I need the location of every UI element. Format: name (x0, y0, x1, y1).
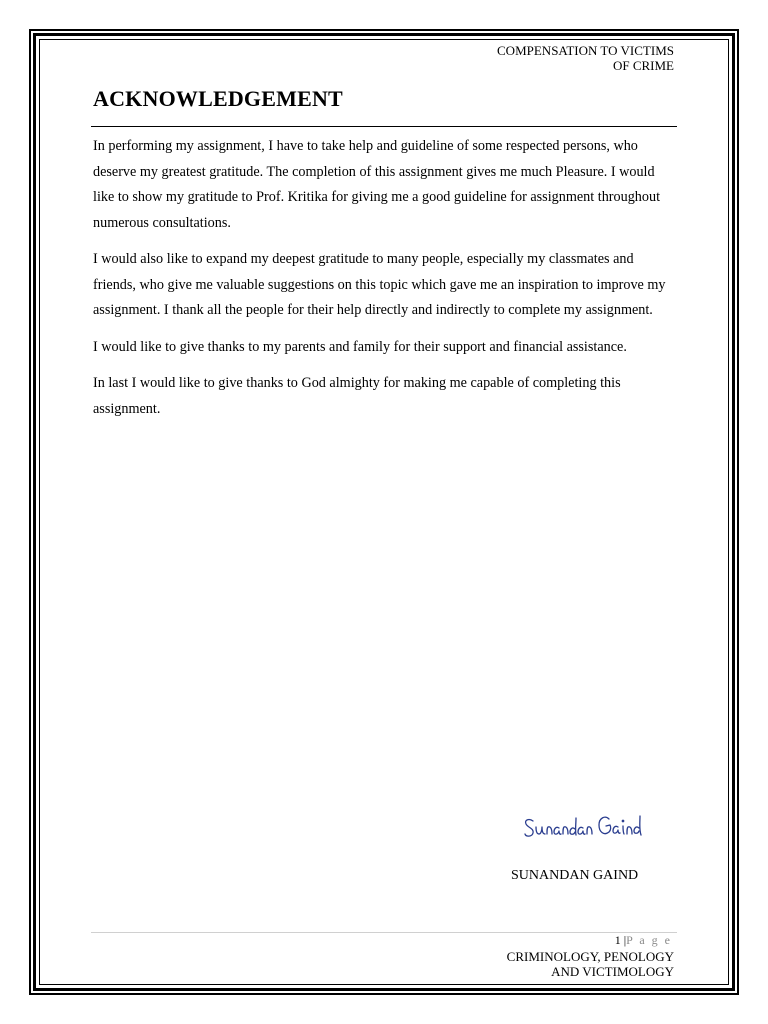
header-line-1: COMPENSATION TO VICTIMS (497, 43, 674, 58)
page-number-value: 1 (614, 933, 621, 947)
paragraph-2: I would also like to expand my deepest gratitude to many people, especially my classmates and friends, who give me valuable suggestions on this topic which gave me an inspiration to improve my assignment. I thank all the people for their help directly and indirectly to complete my assignment. (93, 251, 666, 318)
signer-name: SUNANDAN GAIND (511, 868, 639, 883)
footer-line-2: AND VICTIMOLOGY (551, 964, 674, 979)
running-footer (507, 949, 674, 979)
acknowledgement-body (93, 134, 677, 433)
paragraph-1: In performing my assignment, I have to take help and guideline of some respected persons, who deserve my greatest gratitude. The completion of this assignment gives me much Pleasure. I would like to show my gratitude to Prof. Kritika for giving me a good guideline for assignment throughout numerous consultations. (93, 138, 661, 231)
paragraph-4: In last I would like to give thanks to God almighty for making me capable of completing this assignment. (93, 375, 621, 417)
page-title: ACKNOWLEDGEMENT (93, 86, 343, 111)
header-line-2: OF CRIME (612, 58, 674, 73)
page-label: P a g e (626, 933, 672, 947)
running-header (497, 43, 674, 73)
title-underline (91, 126, 677, 127)
footer-line-1: CRIMINOLOGY, PENOLOGY (506, 949, 674, 964)
page-number (615, 933, 672, 947)
page-number-separator: | (623, 933, 627, 947)
paragraph-3: I would like to give thanks to my parents and family for their support and financial assistance. (93, 338, 627, 355)
handwritten-signature (522, 812, 652, 848)
footer-divider (91, 932, 677, 933)
